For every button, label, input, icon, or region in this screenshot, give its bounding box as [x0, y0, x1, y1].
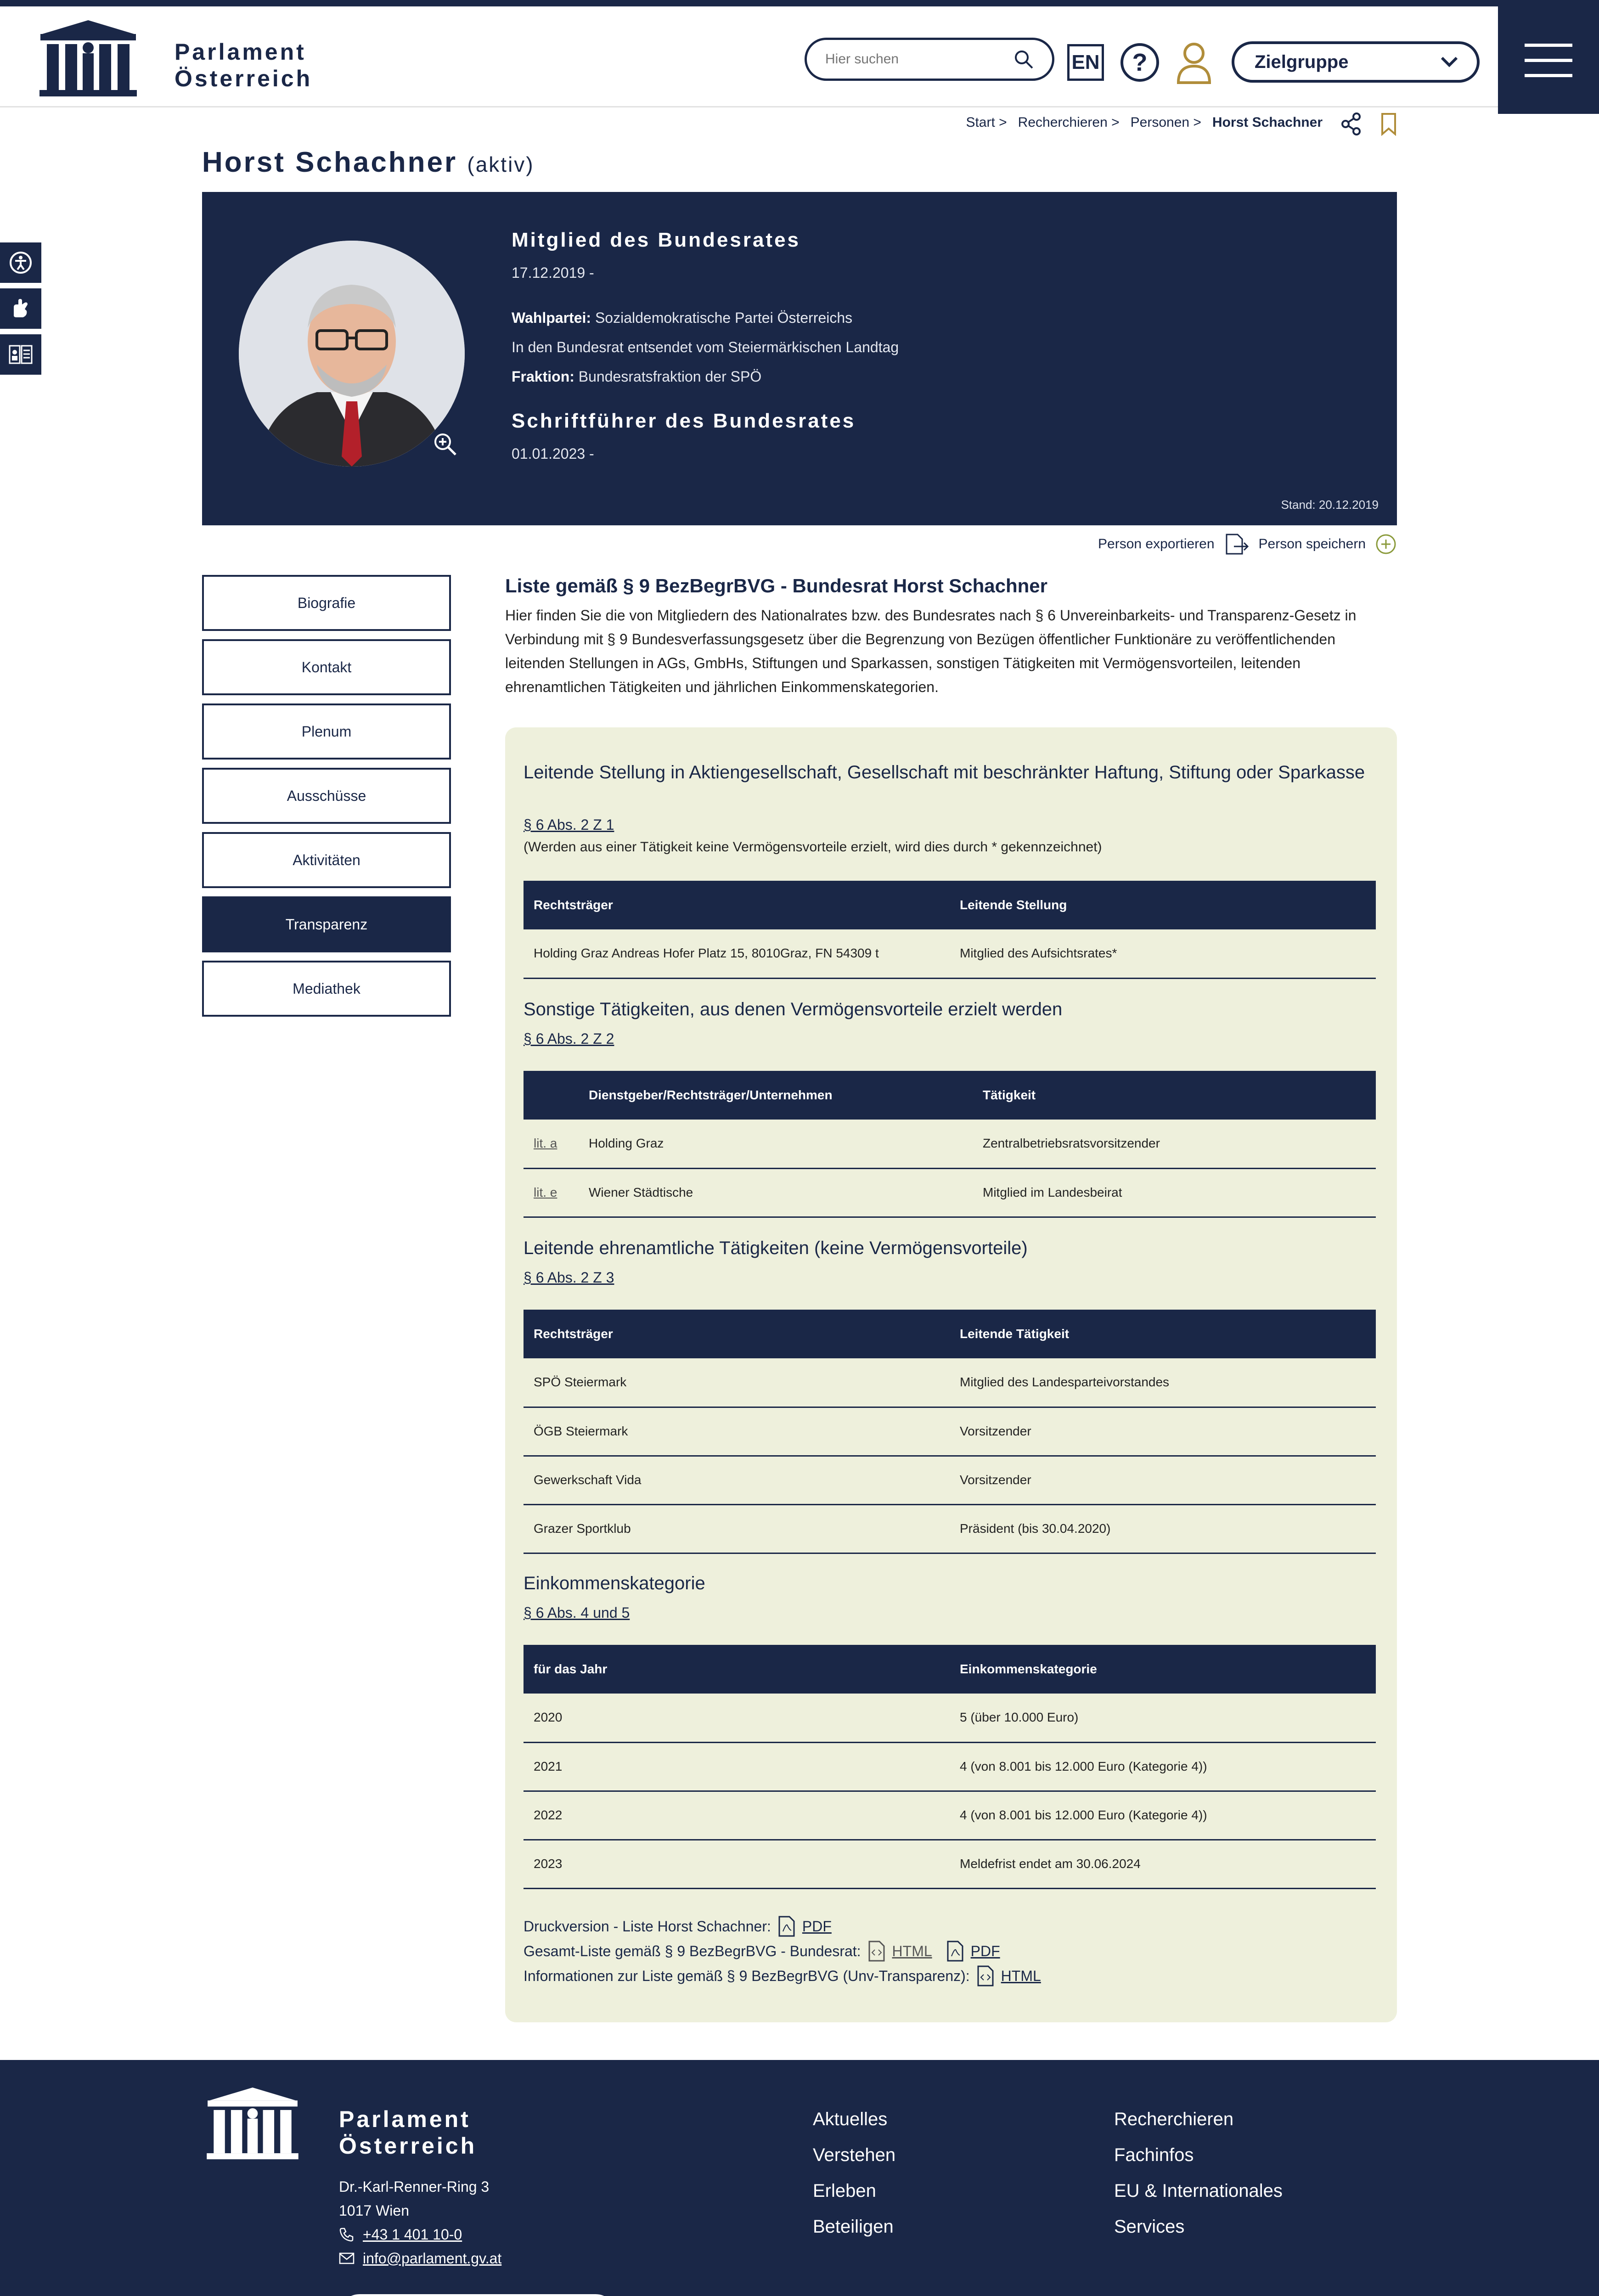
- mail-icon: [339, 2252, 355, 2265]
- footer-city: 1017 Wien: [339, 2202, 409, 2219]
- column-header: Rechtsträger: [524, 881, 950, 929]
- easy-language-tab[interactable]: [0, 334, 41, 375]
- pdf-download-link[interactable]: PDF: [970, 1942, 1000, 1959]
- table-header-row: [524, 1645, 1376, 1694]
- brand-line2: Österreich: [175, 66, 313, 91]
- footer-link[interactable]: EU & Internationales: [1114, 2181, 1283, 2201]
- person-banner: [202, 192, 1397, 525]
- search-icon[interactable]: [1013, 49, 1034, 69]
- subnav-biografie[interactable]: Biografie: [202, 575, 451, 631]
- sign-language-icon: [9, 297, 32, 320]
- table-cell: Holding Graz: [579, 1120, 973, 1168]
- section-heading: Leitende Stellung in Aktiengesellschaft, Gesellschaft mit beschränkter Haftung, Stiftung oder Sparkasse: [524, 762, 1365, 782]
- footer-brand-line1: Parlament: [339, 2106, 471, 2132]
- footer-email-row: [339, 2246, 501, 2270]
- table-cell: 4 (von 8.001 bis 12.000 Euro (Kategorie 4)): [950, 1742, 1376, 1791]
- subnav-transparenz[interactable]: Transparenz: [202, 896, 451, 952]
- column-header: Tätigkeit: [973, 1071, 1376, 1120]
- section-law-link[interactable]: § 6 Abs. 2 Z 3: [524, 1269, 614, 1286]
- help-button[interactable]: ?: [1120, 43, 1159, 82]
- site-header: [0, 6, 1599, 107]
- menu-button[interactable]: [1498, 6, 1599, 114]
- column-header: Einkommenskategorie: [950, 1645, 1376, 1694]
- stand-date: Stand: 20.12.2019: [1281, 498, 1379, 512]
- table-row: [524, 1694, 1376, 1742]
- table-header-row: [524, 881, 1376, 929]
- table-cell: 2023: [524, 1840, 950, 1888]
- table-row: [524, 1168, 1376, 1217]
- income-category-table: [524, 1645, 1376, 1889]
- menu-icon-bar: [1525, 44, 1572, 47]
- leading-positions-table: [524, 881, 1376, 979]
- column-header-empty: [524, 1071, 579, 1120]
- table-cell: Grazer Sportklub: [524, 1504, 950, 1553]
- breadcrumb: [966, 115, 1323, 130]
- breadcrumb-recherchieren[interactable]: Recherchieren >: [1018, 115, 1120, 130]
- table-cell: Mitglied des Aufsichtsrates*: [950, 929, 1376, 978]
- brand-line1: Parlament: [175, 39, 306, 65]
- share-icon[interactable]: [1340, 112, 1362, 136]
- footer-link[interactable]: Fachinfos: [1114, 2145, 1194, 2165]
- sign-language-tab[interactable]: [0, 288, 41, 329]
- honorary-activities-table: [524, 1310, 1376, 1554]
- footer-link[interactable]: Aktuelles: [813, 2109, 888, 2129]
- chevron-down-icon: [1440, 56, 1458, 68]
- subnav-plenum[interactable]: Plenum: [202, 703, 451, 760]
- html-file-icon: [867, 1941, 886, 1962]
- footer-link[interactable]: Verstehen: [813, 2145, 896, 2165]
- footer-street: Dr.-Karl-Renner-Ring 3: [339, 2178, 490, 2195]
- sent-by-line: In den Bundesrat entsendet vom Steiermärkischen Landtag: [512, 339, 899, 355]
- column-header: Leitende Tätigkeit: [950, 1310, 1376, 1358]
- target-group-select[interactable]: [1232, 41, 1480, 83]
- export-person-button[interactable]: Person exportieren: [1098, 536, 1215, 551]
- faction-line: [512, 368, 761, 385]
- table-row: [524, 1742, 1376, 1791]
- footer-address: [339, 2175, 501, 2270]
- breadcrumb-current: Horst Schachner: [1212, 115, 1323, 130]
- table-row: [524, 1120, 1376, 1168]
- section-note: (Werden aus einer Tätigkeit keine Vermögensvorteile erzielt, wird dies durch * gekennzeichnet): [524, 839, 1102, 855]
- column-header: Rechtsträger: [524, 1310, 950, 1358]
- role-title-2: Schriftführer des Bundesrates: [512, 410, 856, 432]
- html-download-link[interactable]: HTML: [1001, 1967, 1041, 1984]
- html-file-icon: [976, 1965, 995, 1986]
- download-print-version: [524, 1916, 832, 1937]
- section-heading: Einkommenskategorie: [524, 1573, 705, 1593]
- table-row: [524, 1407, 1376, 1456]
- list-intro: Hier finden Sie die von Mitgliedern des Nationalrates bzw. des Bundesrates nach § 6 Unvereinbarkeits- und Transparenz-Gesetz in Verbindung mit § 9 Bundesverfassungsgesetz über die Begrenzung von Bezügen öffentlicher Funktionäre zu veröffentlichenden leitenden Stellungen in AGs, GmbHs, Stiftungen und Sparkassen, sonstigen Tätigkeiten mit Vermögensvorteilen, leitenden ehrenamtlichen Tätigkeiten und jährlichen Einkommenskategorien.: [505, 607, 1357, 695]
- table-row: [524, 1358, 1376, 1407]
- arrival-access-button[interactable]: [339, 2294, 616, 2296]
- person-portrait[interactable]: [239, 241, 465, 467]
- section-law-link[interactable]: § 6 Abs. 2 Z 1: [524, 816, 614, 833]
- footer-brand-line2: Österreich: [339, 2133, 477, 2159]
- footer-link[interactable]: Erleben: [813, 2181, 876, 2201]
- person-actions: [1098, 533, 1397, 556]
- accessibility-icon: [9, 251, 32, 274]
- footer-brand[interactable]: [339, 2106, 477, 2159]
- save-person-button[interactable]: Person speichern: [1258, 536, 1366, 551]
- table-row: [524, 1504, 1376, 1553]
- table-cell: SPÖ Steiermark: [524, 1358, 950, 1407]
- table-cell: 4 (von 8.001 bis 12.000 Euro (Kategorie 4)): [950, 1791, 1376, 1840]
- language-button[interactable]: EN: [1067, 44, 1104, 81]
- faction-label: Fraktion:: [512, 368, 574, 385]
- table-cell: 5 (über 10.000 Euro): [950, 1694, 1376, 1742]
- table-cell: 2022: [524, 1791, 950, 1840]
- download-label: Gesamt-Liste gemäß § 9 BezBegrBVG - Bundesrat:: [524, 1942, 861, 1959]
- download-label: Informationen zur Liste gemäß § 9 BezBegrBVG (Unv-Transparenz):: [524, 1967, 970, 1984]
- person-subnav: [202, 575, 451, 1025]
- role-title-1: Mitglied des Bundesrates: [512, 229, 801, 251]
- footer-email-link[interactable]: info@parlament.gv.at: [363, 2250, 502, 2267]
- page-tools: [1340, 112, 1398, 136]
- brand-name[interactable]: [175, 39, 312, 92]
- table-row: [524, 929, 1376, 978]
- column-header: Leitende Stellung: [950, 881, 1376, 929]
- table-cell: Holding Graz Andreas Hofer Platz 15, 8010Graz, FN 54309 t: [524, 929, 950, 978]
- accessibility-tab[interactable]: [0, 242, 41, 283]
- transparency-panel: [505, 727, 1397, 2022]
- section-heading: Sonstige Tätigkeiten, aus denen Vermögensvorteile erzielt werden: [524, 999, 1063, 1019]
- party-label: Wahlpartei:: [512, 310, 591, 326]
- zoom-in-icon[interactable]: [432, 431, 459, 458]
- table-row: [524, 1840, 1376, 1888]
- search-input[interactable]: [825, 51, 1013, 67]
- page-title: [202, 146, 535, 179]
- person-name: Horst Schachner: [202, 146, 458, 178]
- table-header-row: [524, 1310, 1376, 1358]
- person-status: (aktiv): [467, 152, 535, 176]
- table-cell: Mitglied im Landesbeirat: [973, 1168, 1376, 1217]
- top-strip: [0, 0, 1599, 6]
- role-date-2: 01.01.2023 -: [512, 445, 594, 462]
- table-cell: ÖGB Steiermark: [524, 1407, 950, 1456]
- role-date-1: 17.12.2019 -: [512, 264, 594, 281]
- download-complete-list: [524, 1941, 1000, 1962]
- party-value: Sozialdemokratische Partei Österreichs: [595, 310, 853, 326]
- table-cell: Meldefrist endet am 30.06.2024: [950, 1840, 1376, 1888]
- breadcrumb-personen[interactable]: Personen >: [1130, 115, 1201, 130]
- easy-language-icon: [8, 343, 34, 366]
- bookmark-icon[interactable]: [1379, 112, 1398, 136]
- breadcrumb-start[interactable]: Start >: [966, 115, 1007, 130]
- table-cell: Präsident (bis 30.04.2020): [950, 1504, 1376, 1553]
- subnav-aktivitaeten[interactable]: Aktivitäten: [202, 832, 451, 888]
- search-box[interactable]: [805, 38, 1054, 81]
- table-row: [524, 1456, 1376, 1504]
- pdf-file-icon: [946, 1941, 964, 1962]
- column-header: für das Jahr: [524, 1645, 950, 1694]
- table-row: [524, 1791, 1376, 1840]
- phone-icon: [339, 2227, 355, 2242]
- table-header-row: [524, 1071, 1376, 1120]
- subnav-mediathek[interactable]: Mediathek: [202, 961, 451, 1017]
- site-footer: [0, 2060, 1599, 2296]
- footer-nav-col-1: [813, 2101, 895, 2245]
- target-group-label: Zielgruppe: [1255, 51, 1349, 72]
- table-cell: Mitglied des Landesparteivorstandes: [950, 1358, 1376, 1407]
- parliament-logo-icon[interactable]: [202, 2088, 303, 2161]
- lit-link[interactable]: lit. e: [524, 1168, 579, 1217]
- table-cell: 2021: [524, 1742, 950, 1791]
- footer-link[interactable]: Services: [1114, 2217, 1185, 2237]
- list-heading: Liste gemäß § 9 BezBegrBVG - Bundesrat Horst Schachner: [505, 575, 1047, 597]
- footer-nav-col-2: [1114, 2101, 1283, 2245]
- lit-link[interactable]: lit. a: [524, 1120, 579, 1168]
- footer-phone-link[interactable]: +43 1 401 10-0: [363, 2226, 462, 2243]
- footer-link[interactable]: Beteiligen: [813, 2217, 894, 2237]
- pdf-download-link[interactable]: PDF: [802, 1918, 832, 1935]
- download-label: Druckversion - Liste Horst Schachner:: [524, 1918, 771, 1935]
- parliament-logo-icon[interactable]: [38, 20, 139, 98]
- html-download-link[interactable]: HTML: [892, 1942, 932, 1959]
- table-cell: Wiener Städtische: [579, 1168, 973, 1217]
- user-icon[interactable]: [1176, 40, 1212, 84]
- download-info-list: [524, 1965, 1041, 1986]
- other-activities-table: [524, 1071, 1376, 1218]
- subnav-kontakt[interactable]: Kontakt: [202, 639, 451, 695]
- footer-phone-row: [339, 2223, 501, 2246]
- table-cell: Vorsitzender: [950, 1407, 1376, 1456]
- table-cell: Zentralbetriebsratsvorsitzender: [973, 1120, 1376, 1168]
- section-law-link[interactable]: § 6 Abs. 2 Z 2: [524, 1030, 614, 1047]
- menu-icon-bar: [1525, 59, 1572, 62]
- party-line: [512, 310, 852, 326]
- table-cell: Vorsitzender: [950, 1456, 1376, 1504]
- section-heading: Leitende ehrenamtliche Tätigkeiten (keine Vermögensvorteile): [524, 1238, 1028, 1258]
- footer-link[interactable]: Recherchieren: [1114, 2109, 1234, 2129]
- portrait-image: [239, 241, 465, 467]
- table-cell: 2020: [524, 1694, 950, 1742]
- faction-value: Bundesratsfraktion der SPÖ: [578, 368, 762, 385]
- table-cell: Gewerkschaft Vida: [524, 1456, 950, 1504]
- section-law-link[interactable]: § 6 Abs. 4 und 5: [524, 1604, 630, 1621]
- pdf-file-icon: [777, 1916, 796, 1937]
- subnav-ausschuesse[interactable]: Ausschüsse: [202, 768, 451, 824]
- add-circle-icon[interactable]: [1375, 533, 1397, 555]
- export-icon[interactable]: [1224, 533, 1250, 556]
- column-header: Dienstgeber/Rechtsträger/Unternehmen: [579, 1071, 973, 1120]
- menu-icon-bar: [1525, 74, 1572, 77]
